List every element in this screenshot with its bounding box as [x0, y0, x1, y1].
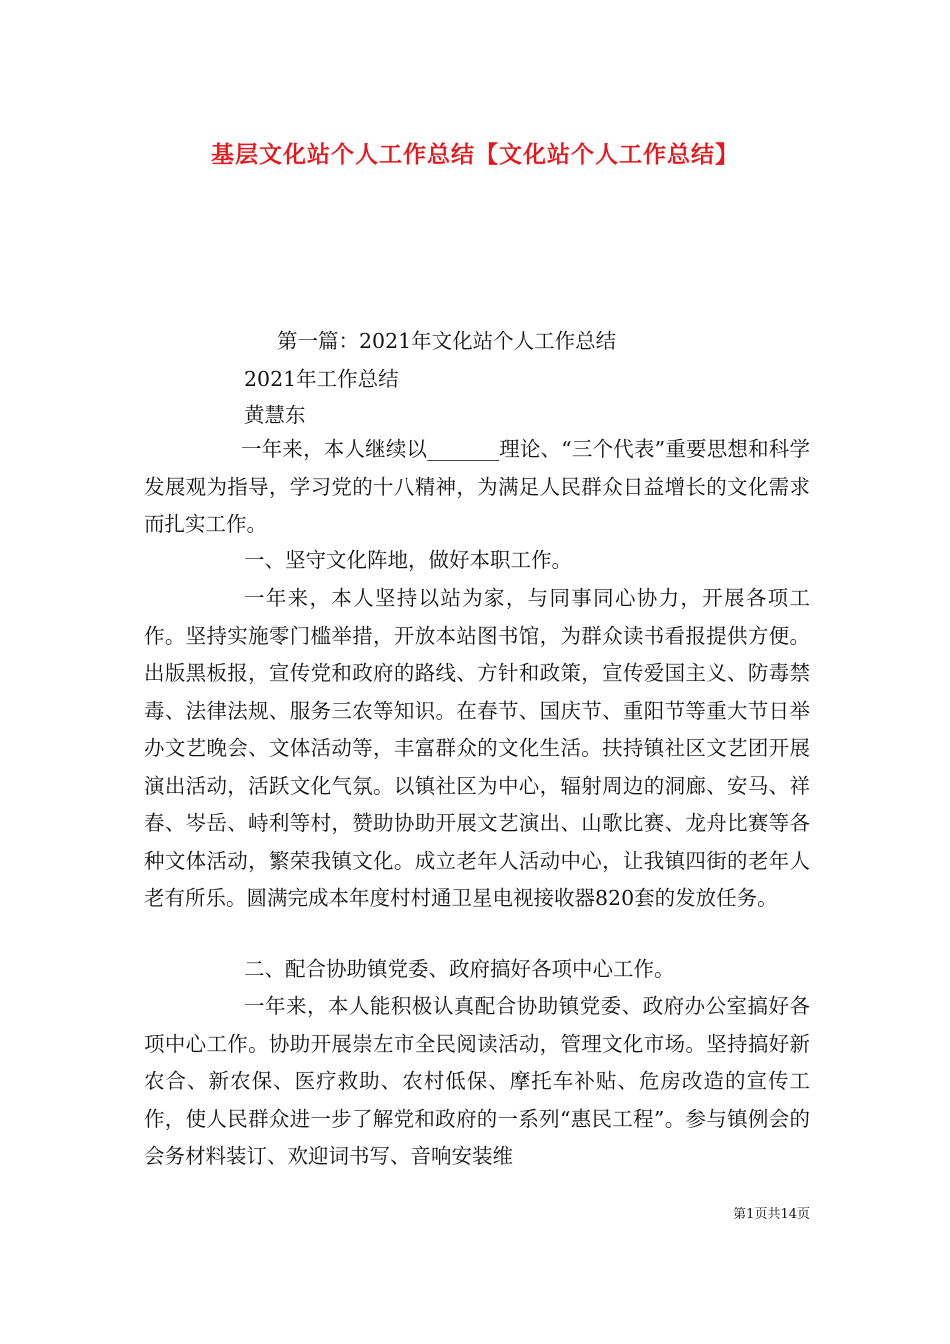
page-number-footer: 第1页共14页 [733, 1207, 810, 1222]
body-paragraph: 一年来，本人继续以_______理论、“三个代表”重要思想和科学发展观为指导，学习党的十八精神，为满足人民群众日益增长的文化需求而扎实工作。 [144, 437, 810, 536]
document-subtitle: 2021年工作总结 [244, 367, 399, 391]
page-title: 基层文化站个人工作总结【文化站个人工作总结】 [211, 142, 739, 168]
section-heading-one: 一、坚守文化阵地，做好本职工作。 [244, 548, 572, 572]
body-paragraph: 一年来，本人能积极认真配合协助镇党委、政府办公室搞好各项中心工作。协助开展崇左市全民阅读活动，管理文化市场。坚持搞好新农合、新农保、医疗救助、农村低保、摩托车补贴、危房改造的宣传工作，使人民群众进一步了解党和政府的一系列“惠民工程”。参与镇例会的会务材料装订、欢迎词书写、音响安装维 [144, 994, 810, 1168]
body-paragraph: 一年来，本人坚持以站为家，与同事同心协力，开展各项工作。坚持实施零门槛举措，开放本站图书馆，为群众读书看报提供方便。出版黑板报，宣传党和政府的路线、方针和政策，宣传爱国主义、防毒禁毒、法律法规、服务三农等知识。在春节、国庆节、重阳节等重大节日举办文艺晚会、文体活动等，丰富群众的文化生活。扶持镇社区文艺团开展演出活动，活跃文化气氛。以镇社区为中心，辐射周边的洞廊、安马、祥春、岑岳、峙利等村，赞助协助开展文艺演出、山歌比赛、龙舟比赛等各种文体活动，繁荣我镇文化。成立老年人活动中心，让我镇四街的老年人老有所乐。圆满完成本年度村村通卫星电视接收器820套的发放任务。 [144, 586, 810, 910]
author-name: 黄慧东 [244, 403, 306, 427]
section-heading-two: 二、配合协助镇党委、政府搞好各项中心工作。 [244, 957, 675, 981]
section-heading: 第一篇：2021年文化站个人工作总结 [277, 329, 617, 353]
